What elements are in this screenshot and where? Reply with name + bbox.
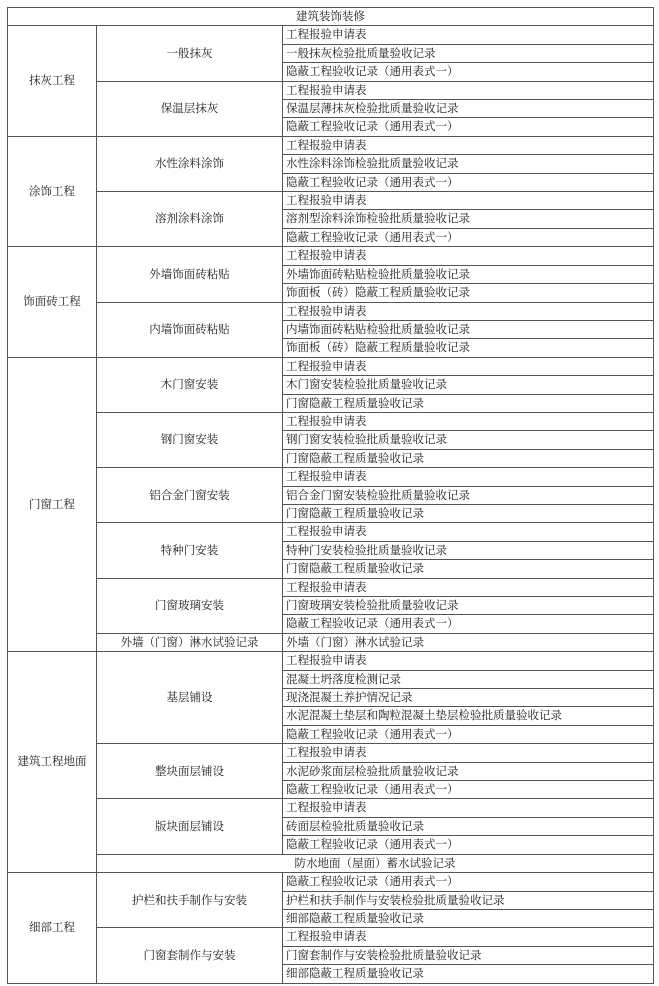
category-cell: 门窗工程 bbox=[8, 357, 97, 652]
subitem-cell: 版块面层铺设 bbox=[97, 799, 283, 854]
record-cell: 工程报验申请表 bbox=[283, 523, 654, 541]
record-cell: 木门窗安装检验批质量验收记录 bbox=[283, 376, 654, 394]
category-cell: 细部工程 bbox=[8, 873, 97, 983]
record-cell: 隐蔽工程验收记录（通用表式一） bbox=[283, 781, 654, 799]
subitem-cell: 钢门窗安装 bbox=[97, 412, 283, 467]
record-cell: 工程报验申请表 bbox=[283, 247, 654, 265]
subitem-cell: 外墙（门窗）淋水试验记录 bbox=[97, 633, 283, 651]
record-cell: 工程报验申请表 bbox=[283, 744, 654, 762]
record-cell: 特种门安装检验批质量验收记录 bbox=[283, 541, 654, 559]
record-cell: 工程报验申请表 bbox=[283, 412, 654, 430]
subitem-cell: 木门窗安装 bbox=[97, 357, 283, 412]
record-cell: 一般抹灰检验批质量验收记录 bbox=[283, 44, 654, 62]
record-cell: 饰面板（砖）隐蔽工程质量验收记录 bbox=[283, 284, 654, 302]
record-cell: 水泥混凝土垫层和陶粒混凝土垫层检验批质量验收记录 bbox=[283, 707, 654, 725]
table-row bbox=[8, 247, 654, 265]
category-cell: 饰面砖工程 bbox=[8, 247, 97, 357]
table-row bbox=[8, 854, 654, 872]
table-title: 建筑装饰装修 bbox=[8, 8, 654, 26]
subitem-cell: 门窗套制作与安装 bbox=[97, 928, 283, 983]
record-cell: 工程报验申请表 bbox=[283, 652, 654, 670]
table-row bbox=[8, 192, 654, 210]
record-cell: 隐蔽工程验收记录（通用表式一） bbox=[283, 63, 654, 81]
record-cell: 门窗隐蔽工程质量验收记录 bbox=[283, 449, 654, 467]
table-row bbox=[8, 302, 654, 320]
record-cell: 外墙（门窗）淋水试验记录 bbox=[283, 633, 654, 651]
table-body bbox=[8, 8, 654, 984]
table-row bbox=[8, 357, 654, 375]
subitem-cell: 水性涂料涂饰 bbox=[97, 136, 283, 191]
record-cell: 护栏和扶手制作与安装检验批质量验收记录 bbox=[283, 891, 654, 909]
category-cell: 建筑工程地面 bbox=[8, 652, 97, 873]
category-cell: 抹灰工程 bbox=[8, 26, 97, 136]
record-cell: 工程报验申请表 bbox=[283, 192, 654, 210]
record-cell: 内墙饰面砖粘贴检验批质量验收记录 bbox=[283, 320, 654, 338]
table-row bbox=[8, 412, 654, 430]
table-row bbox=[8, 81, 654, 99]
title-row bbox=[8, 8, 654, 26]
record-cell: 砖面层检验批质量验收记录 bbox=[283, 817, 654, 835]
table-row bbox=[8, 873, 654, 891]
inspection-record-table bbox=[7, 7, 654, 984]
table-row bbox=[8, 523, 654, 541]
record-cell: 工程报验申请表 bbox=[283, 136, 654, 154]
table-row bbox=[8, 136, 654, 154]
subitem-cell: 基层铺设 bbox=[97, 652, 283, 744]
record-cell: 细部隐蔽工程质量验收记录 bbox=[283, 909, 654, 927]
record-cell: 细部隐蔽工程质量验收记录 bbox=[283, 965, 654, 983]
record-cell: 工程报验申请表 bbox=[283, 799, 654, 817]
table-row bbox=[8, 652, 654, 670]
record-cell: 隐蔽工程验收记录（通用表式一） bbox=[283, 615, 654, 633]
record-cell: 隐蔽工程验收记录（通用表式一） bbox=[283, 725, 654, 743]
subitem-cell: 一般抹灰 bbox=[97, 26, 283, 81]
subitem-cell: 溶剂涂料涂饰 bbox=[97, 192, 283, 247]
record-cell: 工程报验申请表 bbox=[283, 26, 654, 44]
table-row bbox=[8, 633, 654, 651]
table-row bbox=[8, 799, 654, 817]
subitem-cell: 保温层抹灰 bbox=[97, 81, 283, 136]
record-cell: 防水地面（屋面）蓄水试验记录 bbox=[97, 854, 654, 872]
subitem-cell: 门窗玻璃安装 bbox=[97, 578, 283, 633]
table-row bbox=[8, 744, 654, 762]
table-row bbox=[8, 468, 654, 486]
record-cell: 外墙饰面砖粘贴检验批质量验收记录 bbox=[283, 265, 654, 283]
subitem-cell: 内墙饰面砖粘贴 bbox=[97, 302, 283, 357]
record-cell: 门窗玻璃安装检验批质量验收记录 bbox=[283, 597, 654, 615]
record-cell: 工程报验申请表 bbox=[283, 357, 654, 375]
subitem-cell: 铝合金门窗安装 bbox=[97, 468, 283, 523]
record-cell: 现浇混凝土养护情况记录 bbox=[283, 689, 654, 707]
table-row bbox=[8, 578, 654, 596]
record-cell: 工程报验申请表 bbox=[283, 928, 654, 946]
record-cell: 工程报验申请表 bbox=[283, 81, 654, 99]
record-cell: 水性涂料涂饰检验批质量验收记录 bbox=[283, 155, 654, 173]
subitem-cell: 特种门安装 bbox=[97, 523, 283, 578]
record-cell: 隐蔽工程验收记录（通用表式一） bbox=[283, 836, 654, 854]
record-cell: 水泥砂浆面层检验批质量验收记录 bbox=[283, 762, 654, 780]
subitem-cell: 整块面层铺设 bbox=[97, 744, 283, 799]
record-cell: 工程报验申请表 bbox=[283, 468, 654, 486]
table-row bbox=[8, 928, 654, 946]
record-cell: 饰面板（砖）隐蔽工程质量验收记录 bbox=[283, 339, 654, 357]
record-cell: 隐蔽工程验收记录（通用表式一） bbox=[283, 118, 654, 136]
record-cell: 溶剂型涂料涂饰检验批质量验收记录 bbox=[283, 210, 654, 228]
record-cell: 隐蔽工程验收记录（通用表式一） bbox=[283, 173, 654, 191]
record-cell: 保温层薄抹灰检验批质量验收记录 bbox=[283, 100, 654, 118]
record-cell: 工程报验申请表 bbox=[283, 302, 654, 320]
record-cell: 门窗隐蔽工程质量验收记录 bbox=[283, 504, 654, 522]
record-cell: 铝合金门窗安装检验批质量验收记录 bbox=[283, 486, 654, 504]
record-cell: 混凝土坍落度检测记录 bbox=[283, 670, 654, 688]
category-cell: 涂饰工程 bbox=[8, 136, 97, 246]
record-cell: 门窗隐蔽工程质量验收记录 bbox=[283, 560, 654, 578]
record-cell: 门窗隐蔽工程质量验收记录 bbox=[283, 394, 654, 412]
record-cell: 隐蔽工程验收记录（通用表式一） bbox=[283, 873, 654, 891]
record-cell: 隐蔽工程验收记录（通用表式一） bbox=[283, 228, 654, 246]
subitem-cell: 护栏和扶手制作与安装 bbox=[97, 873, 283, 928]
record-cell: 门窗套制作与安装检验批质量验收记录 bbox=[283, 946, 654, 964]
record-cell: 钢门窗安装检验批质量验收记录 bbox=[283, 431, 654, 449]
record-cell: 工程报验申请表 bbox=[283, 578, 654, 596]
table-row bbox=[8, 26, 654, 44]
subitem-cell: 外墙饰面砖粘贴 bbox=[97, 247, 283, 302]
